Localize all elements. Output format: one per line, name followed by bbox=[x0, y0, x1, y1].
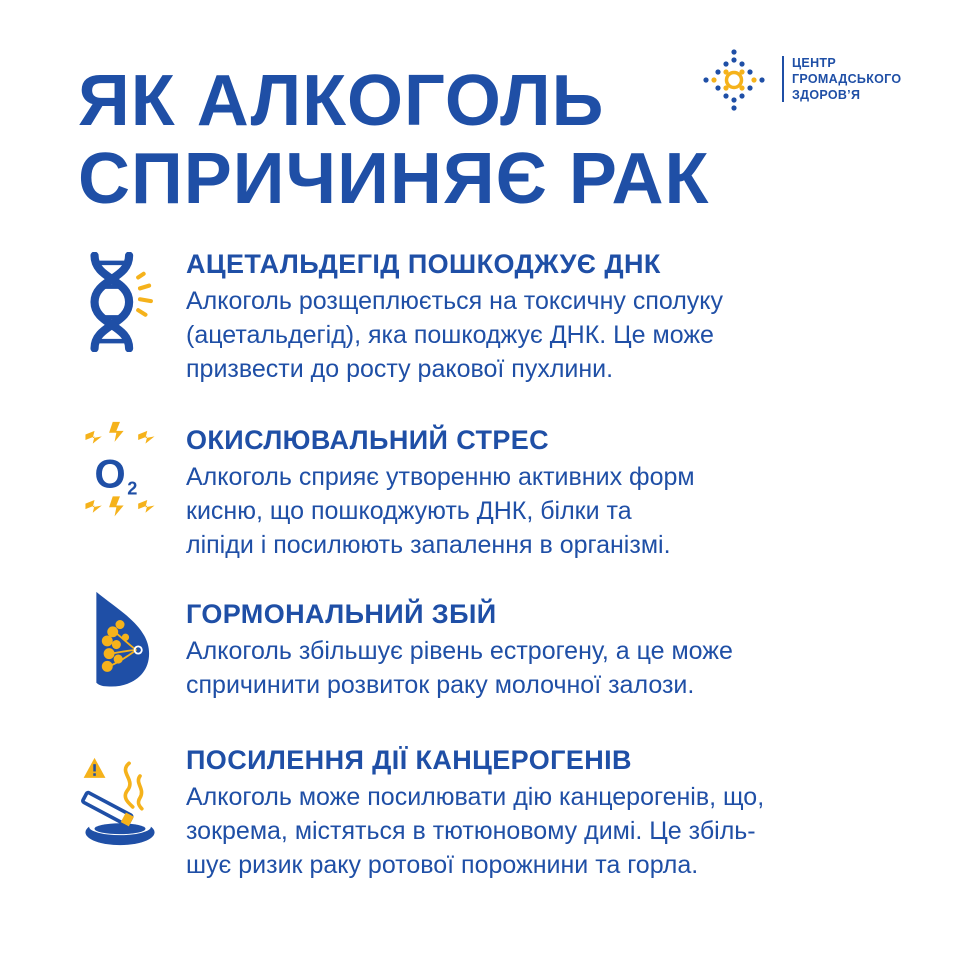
item-heading: ГОРМОНАЛЬНИЙ ЗБІЙ bbox=[186, 599, 497, 629]
item-body-line: призвести до росту ракової пухлини. bbox=[186, 355, 614, 383]
item-body-line: ліпіди і посилюють запалення в організмі. bbox=[186, 531, 671, 559]
logo-line-1: ЦЕНТР bbox=[792, 56, 836, 70]
item-body bbox=[186, 284, 906, 386]
item-heading: ОКИСЛЮВАЛЬНИЙ СТРЕС bbox=[186, 425, 550, 455]
item-heading: ПОСИЛЕННЯ ДІЇ КАНЦЕРОГЕНІВ bbox=[186, 745, 632, 775]
title-line-2: СПРИЧИНЯЄ РАК bbox=[78, 139, 710, 219]
logo-line-3: ЗДОРОВ’Я bbox=[792, 88, 861, 102]
item-body-line: Алкоголь збільшує рівень естрогену, а це може bbox=[186, 637, 733, 665]
item-body-line: (ацетальдегід), яка пошкоджує ДНК. Це може bbox=[186, 321, 714, 349]
oxygen-o2-icon bbox=[78, 420, 162, 520]
o2-letter: O bbox=[94, 452, 126, 497]
item-body-line: Алкоголь сприяє утворенню активних форм bbox=[186, 463, 695, 491]
item-body-line: спричинити розвиток раку молочної залози. bbox=[186, 671, 695, 699]
item-body-line: кисню, що пошкоджують ДНК, білки та bbox=[186, 497, 632, 525]
org-logo bbox=[702, 48, 912, 108]
item-body bbox=[186, 460, 906, 562]
cigarette-warning-icon bbox=[78, 756, 162, 856]
breast-tissue-icon bbox=[78, 590, 162, 690]
page-title bbox=[78, 62, 709, 218]
item-heading: АЦЕТАЛЬДЕГІД ПОШКОДЖУЄ ДНК bbox=[186, 249, 661, 279]
item-body-line: Алкоголь може посилювати дію канцерогенів, що, bbox=[186, 783, 765, 811]
item-body-line: зокрема, містяться в тютюновому димі. Це збіль- bbox=[186, 817, 756, 845]
o2-subscript: 2 bbox=[127, 478, 138, 499]
item-body-line: шує ризик раку ротової порожнини та горла. bbox=[186, 851, 699, 879]
org-logo-dots-icon bbox=[702, 48, 766, 112]
logo-text bbox=[792, 55, 901, 103]
logo-line-2: ГРОМАДСЬКОГО bbox=[792, 72, 902, 86]
item-body bbox=[186, 780, 906, 882]
item-body bbox=[186, 634, 906, 702]
logo-divider bbox=[782, 56, 784, 102]
dna-helix-icon bbox=[78, 252, 162, 352]
item-body-line: Алкоголь розщеплюється на токсичну сполуку bbox=[186, 287, 724, 315]
title-line-1: ЯК АЛКОГОЛЬ bbox=[78, 61, 605, 141]
